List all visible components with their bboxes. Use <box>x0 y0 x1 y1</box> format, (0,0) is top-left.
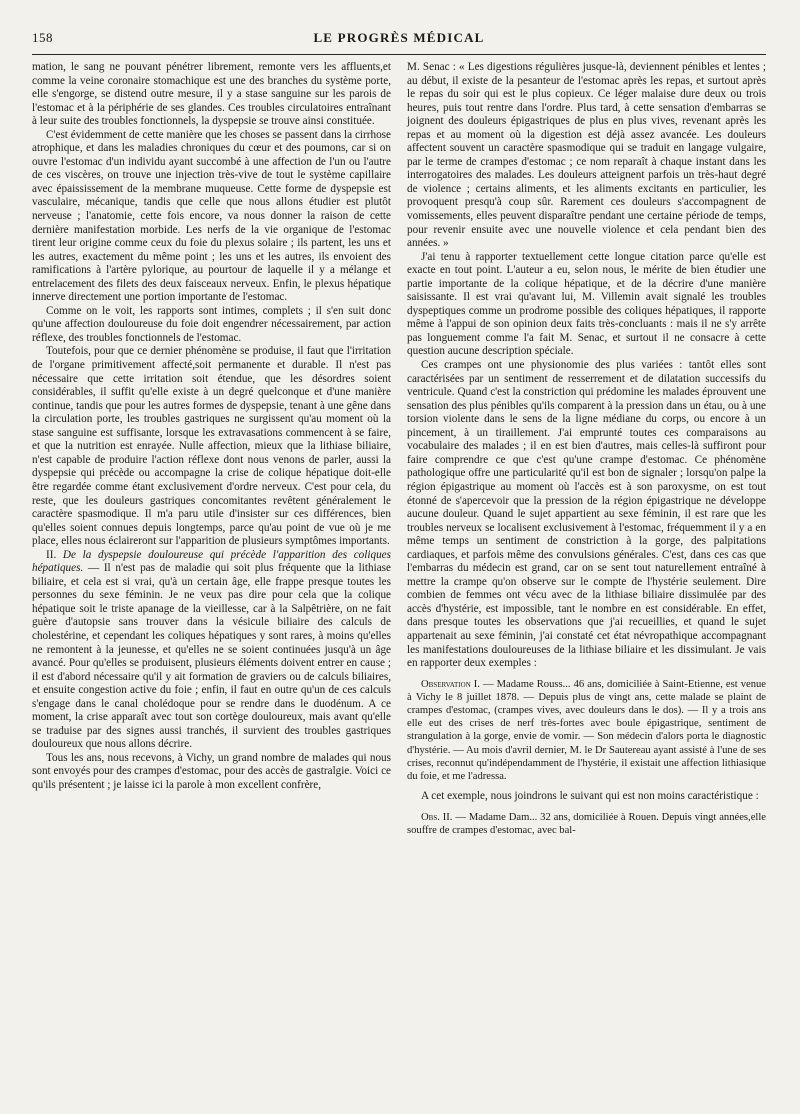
section-paragraph <box>32 549 391 752</box>
section-title: De la dyspepsie douloureuse qui précède l'apparition des coliques hépatiques. <box>32 548 391 575</box>
observation-2 <box>407 811 766 837</box>
left-column <box>32 61 391 837</box>
running-header <box>32 30 766 46</box>
observation-text: — Madame Dam... 32 ans, domiciliée à Rouen. Depuis vingt années,elle souffre de crampes d'estomac, avec bal- <box>407 811 766 836</box>
section-text: — Il n'est pas de maladie qui soit plus fréquente que la lithiase biliaire, et cela est si vrai, qu'à un certain âge, elle frappe presque toutes les personnes du sexe féminin. Je ne veux pas dire pour cela que la colique hépatique soit le triste apanage de la vieillesse, car à la Salpêtrière, on ne fait guère d'autopsie sans trouver dans la vésicule biliaire des calculs de cholestérine, et cependant les coliques hépatiques y sont rares, à moins qu'elles ne remontent à la jeunesse, et qu'elles ne se soient continuées jusqu'à un âge avancé. Pour qu'elles se produisent, plusieurs éléments doivent entrer en cause ; il est d'abord nécessaire qu'il y ait formation de graviers ou de calculs biliaires, et ensuite congestion active du foie ; enfin, il faut en outre qu'un de ces calculs s'engage dans le canal cholédoque pour se rendre dans le duodénum. A ce moment, la crise apparaît avec tout son cortège douloureux, mais avant qu'elle se traduise par des signes aussi tranchés, il survient des troubles gastriques douloureux que nous allons décrire. <box>32 562 391 751</box>
paragraph: A cet exemple, nous joindrons le suivant qui est non moins caractéristique : <box>421 790 759 803</box>
text-columns <box>32 61 766 837</box>
section-number: II. <box>46 548 63 561</box>
paragraph: Ces crampes ont une physionomie des plus variées : tantôt elles sont caractérisées par un sentiment de resserrement et de dilatation successifs du ventricule. Quand c'est la constriction qui prédomine les malades éprouvent une sensation des plus pénibles qu'ils comparent à la pression dans un étau, ou à une torsion violente dans le sens de la ligne médiane du corps, ou encore à un pincement, à un tiraillement. J'ai emprunté toutes ces comparaisons au vocabulaire des malades ; il en est bien d'autres, mais celles-là suffiront pour faire comprendre ce que c'est qu'une crampe d'estomac. Ce phénomène pathologique offre une particularité qu'il est bon de signaler ; lorsqu'on palpe la région épigastrique au moment où l'accès est à son paroxysme, on est tout étonné de s'apercevoir que la pression de la région épigastrique ne développe aucune douleur. Quand le sujet appartient au sexe féminin, il est rare que les troubles nerveux se localisent exclusivement à l'estomac, fréquemment il y a en même temps un sentiment de constriction à la gorge, des palpitations cardiaques, et parfois même des convulsions générales. C'est, dans ces cas que l'embarras du médecin est grand, car on se sent tout naturellement entraîné à mettre la crampe qu'on observe sur le compte de l'hystérie seulement. Dire combien de femmes ont vécu avec de la lithiase biliaire dissimulée par des accès d'hystérie, est impossible, tant le nombre en est considérable. En effet, dans presque toutes les observations que j'ai recueillies, et quand le sujet appartenait au sexe féminin, j'ai constaté cet état névropathique accompagnant les manifestations douloureuses de la lithiase biliaire et les dissimulant. Je vais en rapporter deux exemples : <box>407 359 766 670</box>
paragraph: Tous les ans, nous recevons, à Vichy, un grand nombre de malades qui nous sont envoyés pour des crampes d'estomac, pour des accès de gastralgie. Voici ce qu'ils présentent ; je laisse ici la parole à mon excellent confrère, <box>32 751 391 791</box>
right-column <box>407 61 766 837</box>
paragraph: Comme on le voit, les rapports sont intimes, complets ; il s'en suit donc qu'une affection douloureuse du foie doit engendrer nécessairement, par action réflexe, des troubles fonctionnels de l'estomac. <box>32 304 391 344</box>
paragraph: M. Senac : « Les digestions régulières jusque-là, deviennent pénibles et lentes ; au début, il existe de la pesanteur de l'estomac après les repas, et surtout après le repas du soir qui est le plus copieux. Ce léger malaise dure deux ou trois heures, puis tout rentre dans l'ordre. Plus tard, à cette sensation d'embarras se joignent des douleurs épigastriques de plus en plus vives, revenant après les repas et au moment où la digestion est déjà assez avancée. Les douleurs affectent souvent un caractère spasmodique qui se traduit en langage vulgaire, par le terme de crampes d'estomac ; ce nom reparaît à chaque instant dans les interrogatoires des malades. Les douleurs atteignent parfois un très-haut degré de violence ; certains aliments, et les aliments excitants en particulier, les provoquent presqu'à coup sûr. Rarement ces douleurs s'accompagnent de vomissements, elles peuvent disparaître pendant une certaine période de temps, pour revenir ensuite avec une nouvelle violence et cela pendant bien des années. » <box>407 61 766 250</box>
observation-label: Obs. II. <box>421 811 453 823</box>
observation-label: Observation I. <box>421 678 480 690</box>
journal-title: LE PROGRÈS MÉDICAL <box>313 30 485 45</box>
paragraph: Toutefois, pour que ce dernier phénomène se produise, il faut que l'irritation de l'organe primitivement affecté,soit permanente et durable. Il n'est pas nécessaire que cette irritation soit étendue, que les désordres soient considérables, il suffit qu'elle existe à un degré quelconque et d'une manière continue, tandis que pour les autres formes de dyspepsie, tenant à une gêne dans la circulation porte, les troubles gastriques ne surgissent qu'au moment où la stase sanguine est suffisante, lorsque les extravasations commencent à se faire, et que la nutrition est enrayée. Nulle affection, mieux que la lithiase biliaire, n'est capable de produire l'action réflexe dont nous venons de parler, aussi la dyspepsie qui précède ou accompagne la crise de colique hépatique doit-elle être regardée comme étant exclusivement d'ordre nerveux. C'est pour cela, du reste, que les douleurs gastriques concomitantes revêtent généralement le caractère spasmodique. Il m'a paru utile d'insister sur ces différences, bien qu'elles soient connues depuis longtemps, parce qu'au point de vue où je me place, elles nous éclaireront sur l'apparition de plusieurs symptômes importants. <box>32 345 391 548</box>
paragraph: J'ai tenu à rapporter textuellement cette longue citation parce qu'elle est exacte en tout point. L'auteur a eu, selon nous, le mérite de bien étudier une partie importante de la colique hépatique, et de la décrire d'une manière saisissante. Il est vrai qu'avant lui, M. Villemin avait signalé les troubles dyspeptiques comme un prodrome possible des coliques hépatiques, il rapporte même à l'appui de son opinion deux faits très-concluants : mais il ne s'y arrête pas longuement comme l'a fait M. Senac, et surtout il ne consacre à cette question aucune description spéciale. <box>407 250 766 358</box>
header-rule <box>32 54 766 55</box>
observation-text: — Madame Rouss... 46 ans, domiciliée à Saint-Etienne, est venue à Vichy le 8 juillet 1878. — Depuis plus de vingt ans, cette malade se plaint de crampes d'estomac, (crampes vives, avec douleurs dans le dos). — Il y a trois ans elle eut des crises de nerf très-fortes avec boule épigastrique, sentiment de strangulation à la gorge, envie de vomir. — Son médecin d'alors porta le diagnostic d'hystérie. — Au mois d'avril dernier, M. le Dr Sautereau ayant assisté à l'une de ses crises, reconnut qu'indépendamment de l'hystérie, il existait une affection lithiasique du foie, et me l'adressa. <box>407 678 766 783</box>
paragraph: C'est évidemment de cette manière que les choses se passent dans la cirrhose atrophique, et dans les maladies chroniques du cœur et des poumons, car si on ouvre l'estomac d'un individu ayant succombé à une affection de l'un ou l'autre de ces viscères, on trouve une injection très-vive de tout le système capillaire avec épaississement de la membrane muqueuse. Cette forme de dyspepsie est vasculaire, mécanique, tandis que celle que nous allons étudier est plutôt nerveuse ; l'anatomie, cette fois encore, va nous donner la raison de cette dernière manifestation morbide. Les nerfs de la vie organique de l'estomac tirent leur origine comme ceux du foie du plexus solaire ; ils partent, les uns et les autres, exactement du même point ; les uns et les autres, ils envoient des ramifications à l'artère pylorique, au pourtour de laquelle il y a mélange et entrelacement des filets des deux faisceaux nerveux. Enfin, le plexus hépatique innerve directement une portion importante de l'estomac. <box>32 128 391 304</box>
observation-1 <box>407 678 766 784</box>
paragraph: mation, le sang ne pouvant pénétrer librement, remonte vers les affluents,et comme la veine coronaire stomachique est une des branches du système porte, elle s'engorge, se distend outre mesure, il y a stase sanguine sur les parois de l'estomac et à la périphérie de ses glandes. Ces troubles circulatoires entraînant à leur suite des troubles fonctionnels, la dyspepsie se trouve ainsi constituée. <box>32 61 391 128</box>
page-number: 158 <box>32 30 53 45</box>
